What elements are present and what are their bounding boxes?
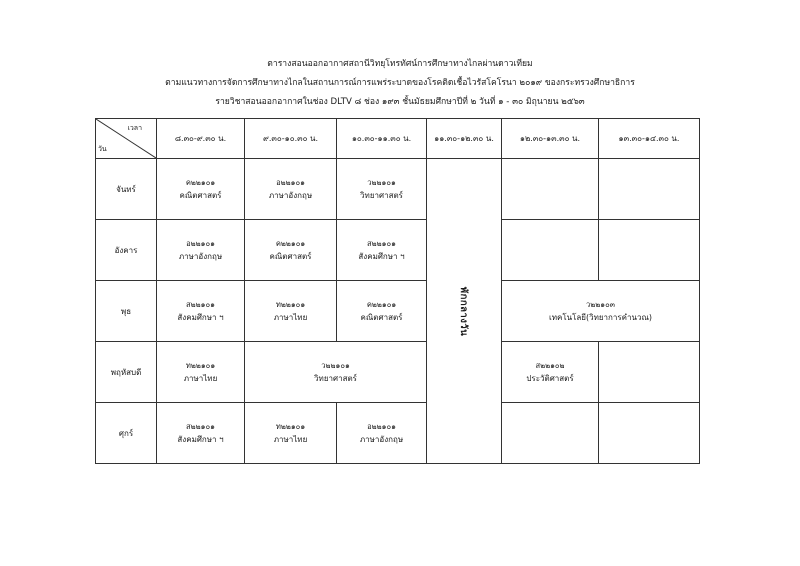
lesson-cell xyxy=(157,159,245,220)
day-label: พุธ xyxy=(96,281,157,342)
subject-name: วิทยาศาสตร์ xyxy=(360,191,403,200)
subject-code: ท๒๒๑๐๑ xyxy=(185,361,216,370)
subject-name: คณิตศาสตร์ xyxy=(179,191,222,200)
subject-name: ภาษาอังกฤษ xyxy=(268,191,313,200)
subject-name: สังคมศึกษา ฯ xyxy=(358,252,405,261)
subject-code: ค๒๒๑๐๑ xyxy=(185,178,216,187)
subject-code: ส๒๒๑๐๑ xyxy=(367,239,396,248)
schedule-description: รายวิชาสอนออกอากาศในช่อง DLTV ๘ ช่อง ๑๙๓ ชั้นมัธยมศึกษาปีที่ ๒ วันที่ ๑ - ๓๐ มิถุนายน ๒๕๖๓ xyxy=(215,97,585,107)
empty-cell xyxy=(599,220,700,281)
lesson-cell xyxy=(157,220,245,281)
subject-name: ภาษาไทย xyxy=(273,313,308,322)
lesson-cell xyxy=(157,281,245,342)
lesson-cell xyxy=(245,159,337,220)
time-slot-4: ๑๑.๓๐-๑๒.๓๐ น. xyxy=(427,119,502,159)
day-label: พฤหัสบดี xyxy=(96,342,157,403)
lesson-cell xyxy=(157,403,245,464)
lesson-cell xyxy=(337,159,427,220)
day-row-thursday xyxy=(96,342,700,403)
lesson-cell xyxy=(245,403,337,464)
empty-cell xyxy=(599,342,700,403)
subject-name: สังคมศึกษา ฯ xyxy=(177,313,224,322)
schedule-subtitle: ตามแนวทางการจัดการศึกษาทางไกลในสถานการณ์การแพร่ระบาดของโรคติดเชื้อไวรัสโคโรนา ๒๐๑๙ ของกระทรวงศึกษาธิการ xyxy=(165,78,635,88)
subject-code: ว๒๒๑๐๑ xyxy=(367,178,396,187)
subject-name: ภาษาไทย xyxy=(183,374,218,383)
lunch-break-label: พักกลางวัน xyxy=(458,286,470,336)
empty-cell xyxy=(599,159,700,220)
subject-name: ภาษาไทย xyxy=(273,435,308,444)
day-row-wednesday xyxy=(96,281,700,342)
lesson-cell xyxy=(245,220,337,281)
subject-code: ส๒๒๑๐๑ xyxy=(186,422,215,431)
subject-name: เทคโนโลยี(วิทยาการคำนวณ) xyxy=(548,313,653,322)
lesson-cell xyxy=(502,281,700,342)
lesson-cell xyxy=(245,342,427,403)
subject-code: อ๒๒๑๐๑ xyxy=(276,178,305,187)
empty-cell xyxy=(502,220,599,281)
subject-code: ค๒๒๑๐๑ xyxy=(275,239,306,248)
lesson-cell xyxy=(337,281,427,342)
subject-code: ว๒๒๑๐๓ xyxy=(586,300,615,309)
empty-cell xyxy=(502,159,599,220)
subject-code: ค๒๒๑๐๑ xyxy=(366,300,397,309)
lesson-cell xyxy=(337,220,427,281)
lesson-cell xyxy=(245,281,337,342)
subject-code: อ๒๒๑๐๑ xyxy=(367,422,396,431)
day-row-monday xyxy=(96,159,700,220)
time-slot-6: ๑๓.๓๐-๑๔.๓๐ น. xyxy=(599,119,700,159)
empty-cell xyxy=(502,403,599,464)
subject-code: ท๒๒๑๐๑ xyxy=(275,300,306,309)
subject-name: คณิตศาสตร์ xyxy=(269,252,312,261)
time-slot-2: ๙.๓๐-๑๐.๓๐ น. xyxy=(245,119,337,159)
corner-cell xyxy=(96,119,157,159)
day-row-friday xyxy=(96,403,700,464)
day-row-tuesday xyxy=(96,220,700,281)
time-slot-1: ๘.๓๐-๙.๓๐ น. xyxy=(157,119,245,159)
corner-time-label: เวลา xyxy=(127,124,142,132)
day-label: จันทร์ xyxy=(96,159,157,220)
schedule-title: ตารางสอนออกอากาศสถานีวิทยุโทรทัศน์การศึกษาทางไกลผ่านดาวเทียม xyxy=(267,59,533,69)
timetable xyxy=(95,118,700,464)
time-slot-3: ๑๐.๓๐-๑๑.๓๐ น. xyxy=(337,119,427,159)
subject-name: คณิตศาสตร์ xyxy=(360,313,403,322)
subject-name: ประวัติศาสตร์ xyxy=(526,374,574,383)
lesson-cell xyxy=(502,342,599,403)
subject-code: อ๒๒๑๐๑ xyxy=(186,239,215,248)
subject-name: ภาษาอังกฤษ xyxy=(178,252,223,261)
corner-day-label: วัน xyxy=(98,145,107,153)
header-row xyxy=(96,119,700,159)
subject-code: ส๒๒๑๐๑ xyxy=(186,300,215,309)
subject-name: วิทยาศาสตร์ xyxy=(314,374,357,383)
subject-code: ว๒๒๑๐๑ xyxy=(321,361,350,370)
empty-cell xyxy=(599,403,700,464)
subject-code: ท๒๒๑๐๑ xyxy=(275,422,306,431)
time-slot-5: ๑๒.๓๐-๑๓.๓๐ น. xyxy=(502,119,599,159)
subject-name: ภาษาอังกฤษ xyxy=(359,435,404,444)
day-label: อังคาร xyxy=(96,220,157,281)
subject-name: สังคมศึกษา ฯ xyxy=(177,435,224,444)
day-label: ศุกร์ xyxy=(96,403,157,464)
lunch-break-cell xyxy=(427,159,502,464)
lesson-cell xyxy=(337,403,427,464)
lesson-cell xyxy=(157,342,245,403)
subject-code: ส๒๒๑๐๒ xyxy=(535,361,565,370)
